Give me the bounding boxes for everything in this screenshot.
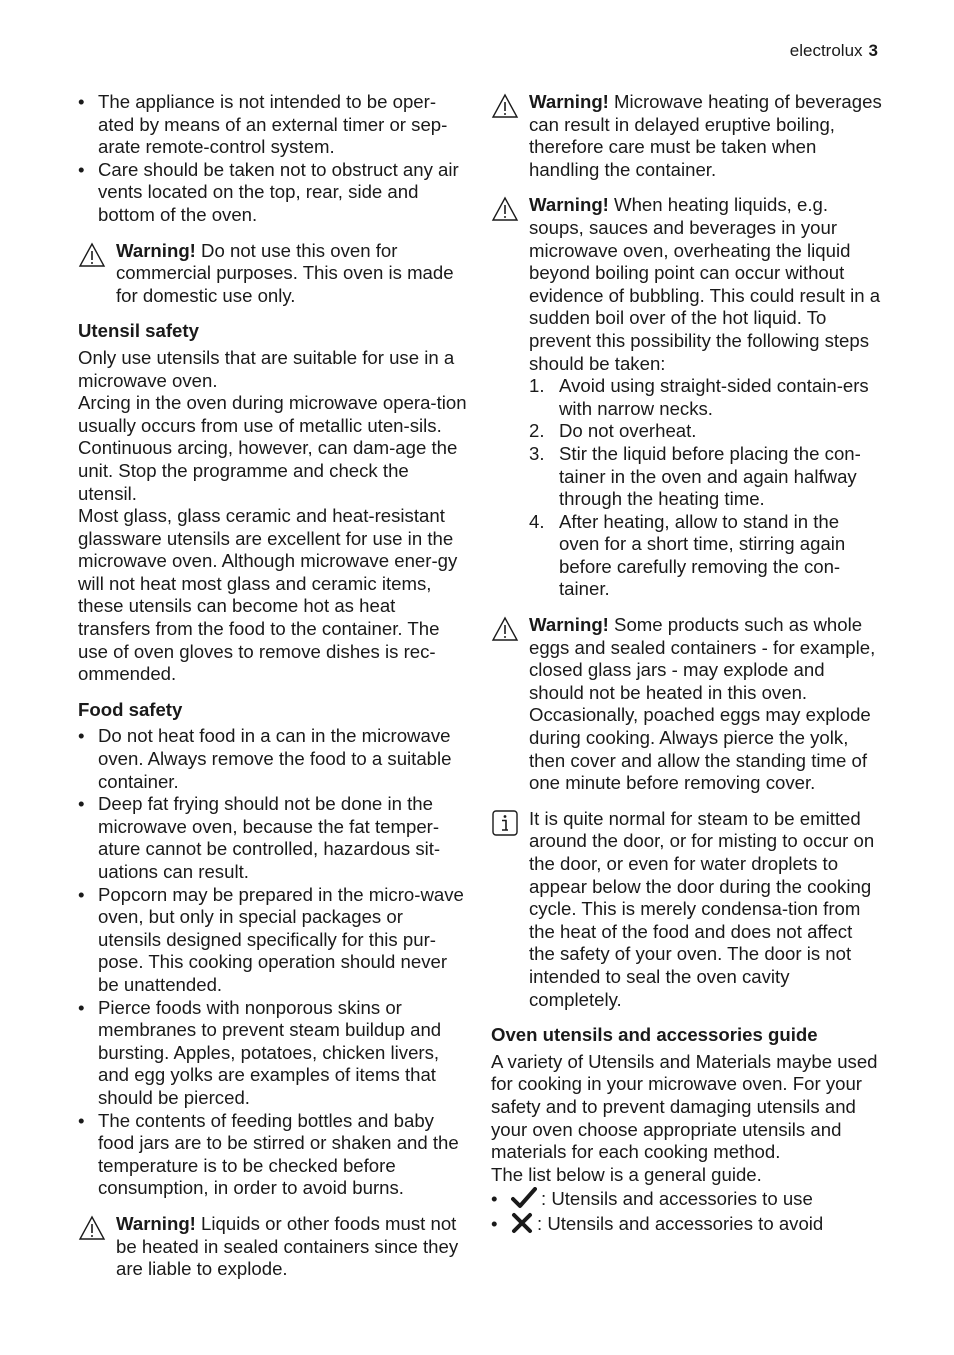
info-icon [491,810,519,836]
list-item: • Do not heat food in a can in the microwave oven. Always remove the food to a suitable container. [78,725,468,793]
list-item: • Deep fat frying should not be done in the microwave oven, because the fat temper-ature cannot be controlled, hazardous sit-uations can result. [78,793,468,883]
info-steam [491,808,883,1011]
legend-use [491,1186,883,1211]
warning-label: Warning! [529,194,609,216]
legend-avoid [491,1211,883,1236]
warning-triangle-icon [491,196,519,222]
list-item: • Popcorn may be prepared in the micro-wave oven, but only in special packages or utensils designed specifically for this pur-pose. This cooking operation should never be unattended. [78,884,468,997]
warning-text: Microwave heating of beverages can result in delayed eruptive boiling, therefore care must be taken when handling the container. [529,91,882,180]
heading-utensil-safety: Utensil safety [78,320,199,342]
step-text: Stir the liquid before placing the con-tainer in the oven and again halfway through the heating time. [559,442,861,510]
warning-text: Liquids or other foods must not be heated in sealed containers since they are liable to explode. [116,1212,459,1280]
step-number: 2. [529,420,545,442]
legend-use-text: : Utensils and accessories to use [541,1188,813,1210]
paragraph: Most glass, glass ceramic and heat-resistant glassware utensils are excellent for use in the microwave oven. Although microwave ener-gy will not heat most glass and ceramic items, these utensils can become hot as heat transfers from the food to the container. The use of oven gloves to remove dishes is rec-ommended. [78,505,458,685]
step-number: 1. [529,375,545,397]
list-item [529,375,883,420]
steps-list [529,375,883,601]
brand-name: electrolux [789,41,863,60]
heading-utensils-guide: Oven utensils and accessories guide [491,1024,818,1046]
warning-sealed-containers [78,1213,468,1281]
list-item [529,443,883,511]
page-number: 3 [868,41,878,60]
paragraph: Arcing in the oven during microwave opera-tion usually occurs from use of metallic uten-sils. Continuous arcing, however, can dam-age the unit. Stop the programme and check the utensil. [78,392,467,504]
warning-heating-liquids [491,194,883,601]
paragraph: A variety of Utensils and Materials maybe used for cooking in your microwave oven. For your safety and to prevent damaging utensils and your oven choose appropriate utensils and materials for each cooking method. [491,1050,878,1163]
paragraph: Only use utensils that are suitable for use in a microwave oven. [78,346,455,391]
right-column [491,91,883,1236]
warning-commercial [78,240,468,308]
legend-avoid-text: : Utensils and accessories to avoid [537,1213,824,1235]
food-safety-list [78,725,468,1199]
step-text: Do not overheat. [559,420,697,442]
step-number: 3. [529,442,545,464]
legend-list [491,1186,883,1236]
warning-triangle-icon [78,242,106,268]
warning-text: When heating liquids, e.g. soups, sauces and beverages in your microwave oven, overheating the liquid beyond boiling point can occur without evidence of bubbling. This could result in a sudden boil over of the hot liquid. To prevent this possibility the following steps should be taken: [529,194,881,374]
list-item: • Pierce foods with nonporous skins or membranes to prevent steam buildup and bursting. Apples, potatoes, chicken livers, and egg yolks are examples of items that should be pierced. [78,997,468,1110]
heading-food-safety: Food safety [78,698,183,720]
warning-eruptive-boiling [491,91,883,181]
page-header [790,40,878,63]
list-item: • The contents of feeding bottles and baby food jars are to be stirred or shaken and the temperature is to be checked before consumption, in order to avoid burns. [78,1110,468,1200]
warning-label: Warning! [116,1212,196,1234]
cross-icon [511,1212,533,1234]
warning-label: Warning! [529,614,609,636]
paragraph: The list below is a general guide. [491,1163,762,1185]
bullet-list-top [78,91,468,227]
warning-triangle-icon [491,616,519,642]
warning-text: Do not use this oven for commercial purposes. This oven is made for domestic use only. [116,239,454,306]
list-item [529,511,883,601]
info-text: It is quite normal for steam to be emitted around the door, or for misting to occur on the door, or even for water droplets to appear below the door during the cooking cycle. This is merely condensa-tion from the heat of the food and does not affect the safety of your oven. The door is not intended to seal the oven cavity completely. [529,807,875,1010]
warning-label: Warning! [116,239,196,261]
list-item: • The appliance is not intended to be oper-ated by means of an external timer or sep-arate remote-control system. [78,91,468,159]
left-column [78,91,468,1294]
list-item [529,420,883,443]
step-number: 4. [529,510,545,532]
warning-eggs-jars [491,614,883,795]
step-text: Avoid using straight-sided contain-ers with narrow necks. [559,375,869,419]
warning-triangle-icon [491,93,519,119]
warning-text: Some products such as whole eggs and sealed containers - for example, closed glass jars - may explode and should not be heated in this oven. Occasionally, poached eggs may explode during cooking. Always pierce the yolk, then cover and allow the standing time of one minute before removing cover. [529,614,876,794]
list-item: • Care should be taken not to obstruct any air vents located on the top, rear, side and bottom of the oven. [78,159,468,227]
check-icon [511,1187,537,1209]
warning-label: Warning! [529,91,609,112]
warning-triangle-icon [78,1215,106,1241]
step-text: After heating, allow to stand in the oven for a short time, stirring again before carefully removing the con-tainer. [559,510,846,600]
